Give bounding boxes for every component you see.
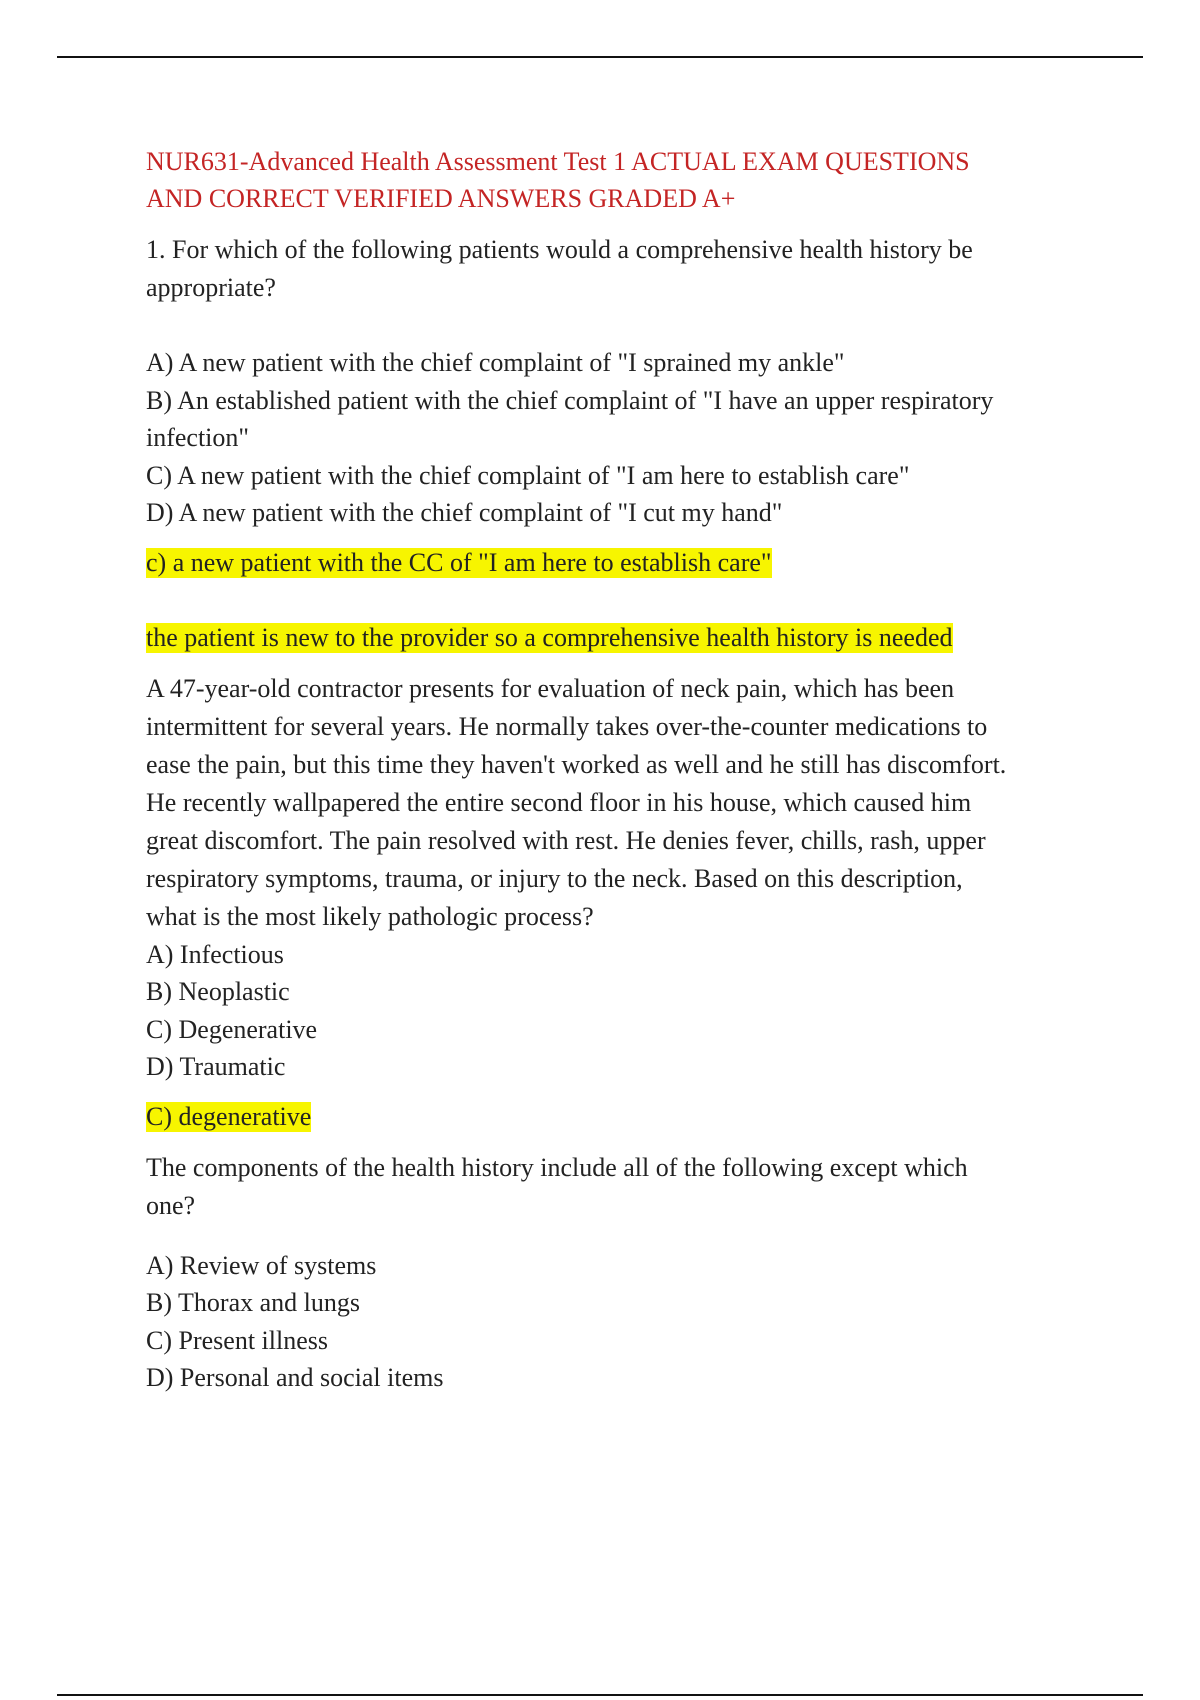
question-3-text-line-2: one? — [146, 1190, 196, 1220]
option-d: D) A new patient with the chief complaint of "I cut my hand" — [146, 498, 783, 527]
option-c: C) A new patient with the chief complaint of "I am here to establish care" — [146, 460, 910, 490]
question-2-line-3: ease the pain, but this time they haven't worked as well and he still has discomfort. — [146, 749, 1007, 779]
option-d: D) Traumatic — [146, 1052, 286, 1081]
top-divider — [57, 56, 1143, 58]
option-d: D) Personal and social items — [146, 1363, 444, 1392]
question-1-text-line-2: appropriate? — [146, 273, 276, 302]
option-a: A) A new patient with the chief complaint of "I sprained my ankle" — [146, 348, 845, 377]
question-3-text-line-1: The components of the health history include all of the following except which — [146, 1152, 968, 1182]
question-2-answer: C) degenerative — [146, 1101, 312, 1131]
option-c: C) Degenerative — [146, 1014, 318, 1044]
question-2-line-4: He recently wallpapered the entire second floor in his house, which caused him — [146, 787, 972, 817]
question-2-line-6: respiratory symptoms, trauma, or injury to the neck. Based on this description, — [146, 863, 963, 893]
question-1-answer: c) a new patient with the CC of "I am here to establish care" — [146, 547, 772, 577]
question-2 — [146, 670, 1091, 1132]
title-line-2: AND CORRECT VERIFIED ANSWERS GRADED A+ — [146, 184, 736, 213]
question-1-text-line-1: 1. For which of the following patients would a comprehensive health history be — [146, 235, 973, 264]
question-3-options — [146, 1247, 1091, 1397]
title-line-1: NUR631-Advanced Health Assessment Test 1 ACTUAL EXAM QUESTIONS — [146, 147, 970, 176]
option-b: B) An established patient with the chief complaint of "I have an upper respiratory — [146, 385, 994, 415]
option-b-continued: infection" — [146, 423, 250, 452]
question-2-line-5: great discomfort. The pain resolved with rest. He denies fever, chills, rash, upper — [146, 825, 986, 855]
bottom-divider — [57, 1694, 1143, 1696]
question-2-options — [146, 936, 1091, 1086]
option-c: C) Present illness — [146, 1325, 328, 1355]
option-a: A) Infectious — [146, 939, 284, 969]
question-1-rationale: the patient is new to the provider so a comprehensive health history is needed — [146, 622, 953, 652]
question-3 — [146, 1149, 1091, 1397]
question-1-options — [146, 344, 1091, 532]
document-title — [146, 143, 1091, 217]
question-2-line-7: what is the most likely pathologic process? — [146, 901, 594, 931]
question-2-line-2: intermittent for several years. He normally takes over-the-counter medications to — [146, 711, 988, 741]
option-a: A) Review of systems — [146, 1250, 377, 1280]
question-1 — [146, 231, 1091, 653]
option-b: B) Thorax and lungs — [146, 1288, 360, 1317]
document-body — [146, 143, 1091, 1397]
question-2-line-1: A 47-year-old contractor presents for evaluation of neck pain, which has been — [146, 673, 955, 703]
option-b: B) Neoplastic — [146, 977, 290, 1006]
